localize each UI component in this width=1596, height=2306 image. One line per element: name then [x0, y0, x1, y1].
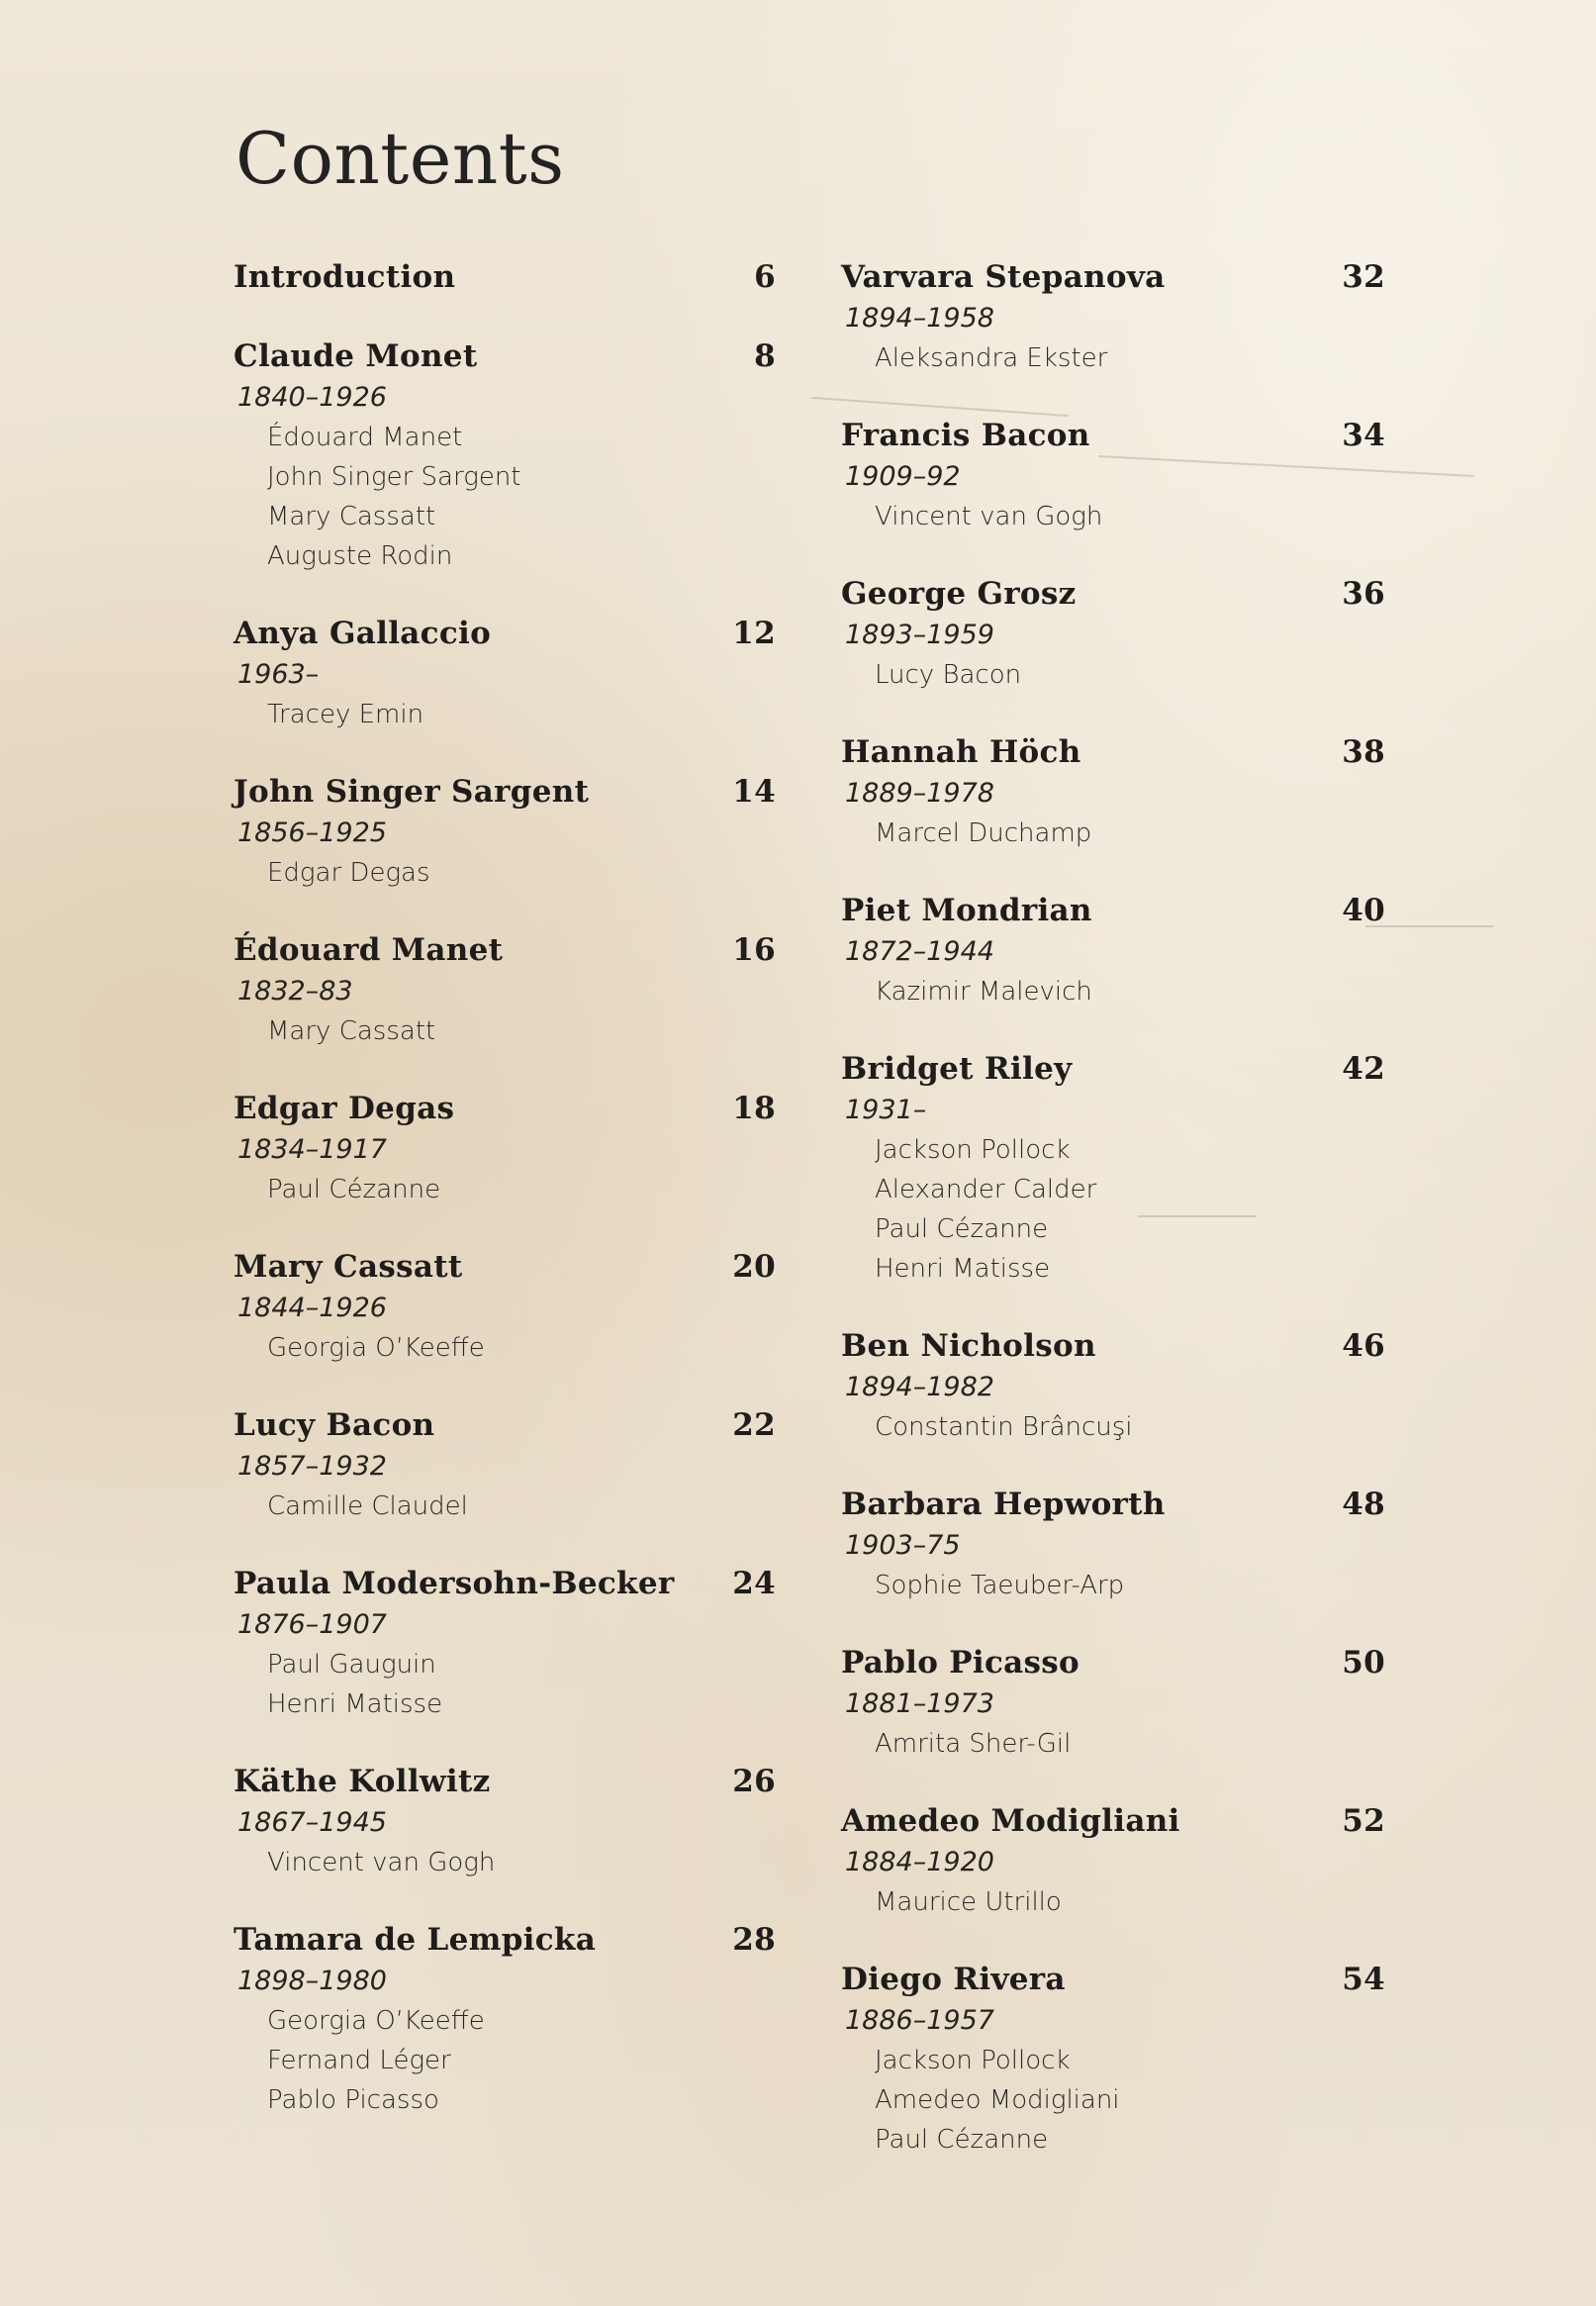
- related-artist: Fernand Léger: [267, 2046, 451, 2075]
- artist-dates: 1881–1973: [845, 1688, 994, 1719]
- related-artist: Georgia O’Keeffe: [267, 1333, 485, 1363]
- artist-dates: 1894–1982: [845, 1372, 994, 1402]
- related-artist: Edgar Degas: [267, 858, 430, 888]
- entry-heading: [841, 1962, 1385, 2001]
- contents-entry: [234, 774, 776, 893]
- artist-dates: 1884–1920: [845, 1847, 994, 1877]
- entry-heading: [841, 418, 1385, 457]
- artist-name: Diego Rivera: [841, 1962, 1066, 1997]
- entry-heading: [841, 1803, 1385, 1843]
- contents-entry: [234, 1566, 776, 1724]
- contents-entry: [841, 1803, 1385, 1922]
- contents-entry: [234, 338, 776, 576]
- page-number: 52: [1342, 1803, 1385, 1839]
- page-number: 16: [732, 932, 776, 968]
- entry-heading: [234, 774, 776, 814]
- related-artist: Sophie Taeuber-Arp: [875, 1571, 1125, 1600]
- related-artist: Mary Cassatt: [267, 502, 436, 531]
- contents-entry: [234, 1249, 776, 1368]
- contents-entry: [841, 418, 1385, 536]
- related-artist: Jackson Pollock: [875, 2046, 1071, 2075]
- entry-heading: [234, 259, 776, 299]
- contents-entry: [841, 1962, 1385, 2160]
- artist-name: Piet Mondrian: [841, 893, 1092, 928]
- related-artist: Paul Gauguin: [267, 1650, 436, 1680]
- entry-heading: [234, 1764, 776, 1803]
- artist-dates: 1893–1959: [845, 620, 994, 650]
- page-number: 34: [1342, 418, 1385, 453]
- entry-heading: [841, 1051, 1385, 1091]
- entry-heading: [234, 1407, 776, 1447]
- related-artist: Jackson Pollock: [875, 1135, 1071, 1165]
- page-number: 28: [732, 1922, 776, 1958]
- entry-heading: [234, 1249, 776, 1289]
- artist-dates: 1963–: [237, 659, 320, 690]
- page-title: Contents: [235, 117, 565, 200]
- page-number: 14: [732, 774, 776, 810]
- artist-name: Edgar Degas: [234, 1091, 455, 1126]
- entry-heading: [234, 932, 776, 972]
- contents-column-left: [234, 259, 776, 2160]
- related-artist: Paul Cézanne: [875, 2125, 1049, 2155]
- related-artist: Tracey Emin: [267, 700, 424, 729]
- related-artist: Vincent van Gogh: [267, 1848, 496, 1877]
- contents-entry: [234, 1091, 776, 1209]
- artist-dates: 1931–: [845, 1095, 927, 1125]
- page-number: 50: [1342, 1645, 1385, 1681]
- artist-name: Tamara de Lempicka: [234, 1922, 597, 1958]
- related-artist: Paul Cézanne: [875, 1214, 1049, 1244]
- page-number: 38: [1342, 734, 1385, 770]
- page-number: 36: [1342, 576, 1385, 612]
- related-artist: Henri Matisse: [267, 1689, 443, 1719]
- artist-name: Barbara Hepworth: [841, 1487, 1166, 1522]
- contents-entry: [234, 932, 776, 1051]
- page-number: 18: [732, 1091, 776, 1126]
- entry-heading: [234, 1566, 776, 1605]
- entry-heading: [234, 338, 776, 378]
- entry-heading: [841, 1487, 1385, 1526]
- artist-name: Käthe Kollwitz: [234, 1764, 491, 1799]
- contents-entry: [234, 259, 776, 299]
- page-number: 24: [732, 1566, 776, 1601]
- related-artist: Amrita Sher-Gil: [875, 1729, 1072, 1759]
- page-number: 12: [732, 616, 776, 651]
- contents-entry: [841, 893, 1385, 1011]
- artist-name: Hannah Höch: [841, 734, 1081, 770]
- artist-name: Pablo Picasso: [841, 1645, 1080, 1681]
- entry-heading: [234, 1091, 776, 1130]
- related-artist: Maurice Utrillo: [875, 1887, 1062, 1917]
- entry-heading: [234, 1922, 776, 1962]
- artist-dates: 1894–1958: [845, 303, 994, 334]
- page-number: 54: [1342, 1962, 1385, 1997]
- artist-dates: 1840–1926: [237, 382, 387, 413]
- artist-name: Lucy Bacon: [234, 1407, 435, 1443]
- artist-name: Ben Nicholson: [841, 1328, 1096, 1364]
- page-number: 8: [754, 338, 776, 374]
- page-number: 40: [1342, 893, 1385, 928]
- related-artist: John Singer Sargent: [267, 462, 521, 492]
- contents-entry: [234, 1407, 776, 1526]
- related-artist: Lucy Bacon: [875, 660, 1022, 690]
- contents-entry: [234, 1922, 776, 2120]
- artist-dates: 1872–1944: [845, 936, 994, 967]
- contents-entry: [841, 734, 1385, 853]
- page-number: 6: [754, 259, 776, 295]
- contents-entry: [841, 1328, 1385, 1447]
- artist-name: Paula Modersohn-Becker: [234, 1566, 675, 1601]
- related-artist: Amedeo Modigliani: [875, 2085, 1120, 2115]
- artist-dates: 1857–1932: [237, 1451, 387, 1482]
- artist-dates: 1844–1926: [237, 1293, 387, 1323]
- artist-name: George Grosz: [841, 576, 1077, 612]
- related-artist: Paul Cézanne: [267, 1175, 441, 1204]
- contents-entry: [841, 1487, 1385, 1605]
- entry-heading: [841, 734, 1385, 774]
- artist-dates: 1876–1907: [237, 1609, 387, 1640]
- contents-entry: [841, 1051, 1385, 1289]
- artist-name: Anya Gallaccio: [234, 616, 492, 651]
- artist-dates: 1834–1917: [237, 1134, 387, 1165]
- related-artist: Marcel Duchamp: [875, 818, 1092, 848]
- artist-name: Amedeo Modigliani: [841, 1803, 1180, 1839]
- page-number: 22: [732, 1407, 776, 1443]
- artist-name: Bridget Riley: [841, 1051, 1073, 1087]
- artist-name: John Singer Sargent: [234, 774, 590, 810]
- page-number: 32: [1342, 259, 1385, 295]
- contents-entry: [841, 259, 1385, 378]
- artist-name: Introduction: [234, 259, 456, 295]
- entry-heading: [841, 259, 1385, 299]
- page-number: 42: [1342, 1051, 1385, 1087]
- artist-name: Claude Monet: [234, 338, 478, 374]
- entry-heading: [841, 576, 1385, 616]
- contents-entry: [234, 616, 776, 734]
- contents-entry: [234, 1764, 776, 1882]
- related-artist: Aleksandra Ekster: [875, 343, 1108, 373]
- page-number: 48: [1342, 1487, 1385, 1522]
- page-number: 20: [732, 1249, 776, 1285]
- artist-dates: 1898–1980: [237, 1966, 387, 1996]
- contents-entry: [841, 576, 1385, 695]
- related-artist: Mary Cassatt: [267, 1016, 436, 1046]
- related-artist: Kazimir Malevich: [875, 977, 1092, 1007]
- related-artist: Auguste Rodin: [267, 541, 453, 571]
- artist-dates: 1867–1945: [237, 1807, 387, 1838]
- related-artist: Pablo Picasso: [267, 2085, 439, 2115]
- artist-dates: 1903–75: [845, 1530, 961, 1561]
- related-artist: Édouard Manet: [267, 423, 463, 452]
- related-artist: Camille Claudel: [267, 1491, 468, 1521]
- related-artist: Georgia O’Keeffe: [267, 2006, 485, 2036]
- related-artist: Alexander Calder: [875, 1175, 1097, 1204]
- page-number: 26: [732, 1764, 776, 1799]
- entry-heading: [234, 616, 776, 655]
- contents-column-right: [841, 259, 1385, 2199]
- artist-name: Mary Cassatt: [234, 1249, 463, 1285]
- artist-name: Varvara Stepanova: [841, 259, 1166, 295]
- related-artist: Henri Matisse: [875, 1254, 1051, 1284]
- entry-heading: [841, 1328, 1385, 1368]
- contents-entry: [841, 1645, 1385, 1764]
- entry-heading: [841, 1645, 1385, 1684]
- related-artist: Vincent van Gogh: [875, 502, 1103, 531]
- artist-dates: 1832–83: [237, 976, 353, 1007]
- artist-dates: 1889–1978: [845, 778, 994, 809]
- artist-dates: 1886–1957: [845, 2005, 994, 2036]
- page-number: 46: [1342, 1328, 1385, 1364]
- entry-heading: [841, 893, 1385, 932]
- artist-dates: 1909–92: [845, 461, 961, 492]
- artist-name: Édouard Manet: [234, 932, 504, 968]
- related-artist: Constantin Brâncuşi: [875, 1412, 1133, 1442]
- artist-name: Francis Bacon: [841, 418, 1090, 453]
- artist-dates: 1856–1925: [237, 817, 387, 848]
